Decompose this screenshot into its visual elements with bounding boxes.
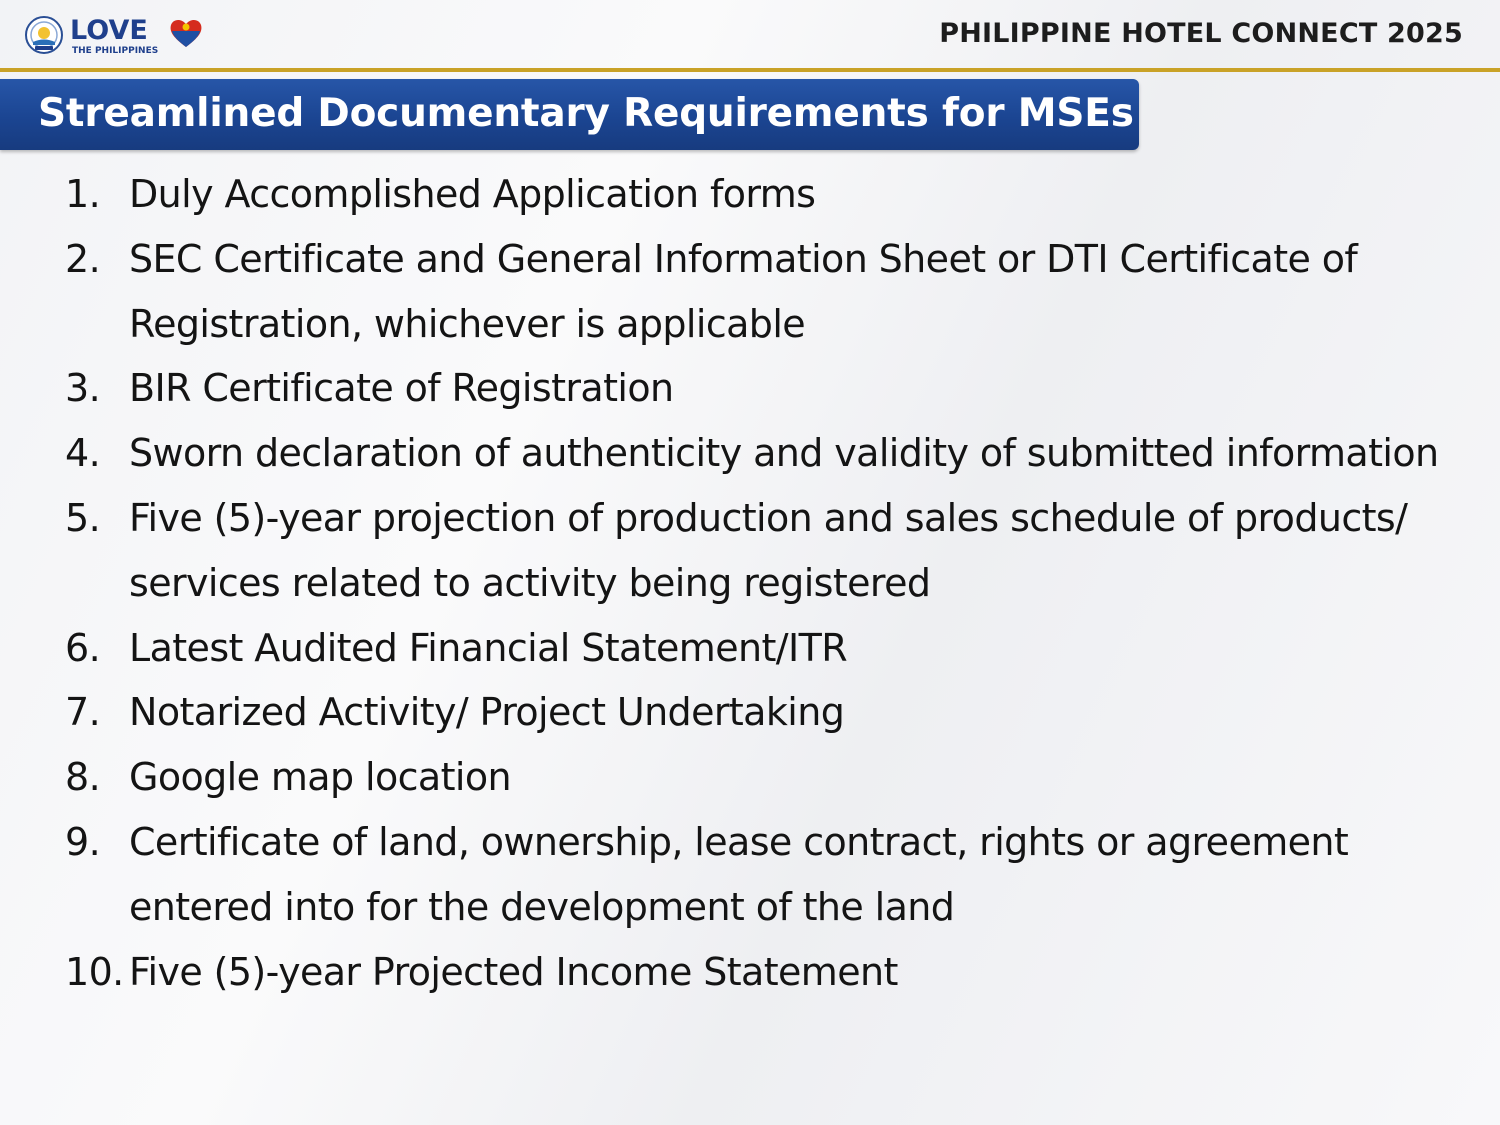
list-item-number: 9. bbox=[65, 819, 101, 864]
list-item-number: 2. bbox=[65, 236, 101, 281]
list-item-text: Duly Accomplished Application forms bbox=[129, 172, 816, 216]
list-item-text: BIR Certificate of Registration bbox=[129, 366, 674, 411]
list-item bbox=[65, 486, 1485, 616]
list-item bbox=[65, 940, 1485, 1005]
dot-logo bbox=[24, 13, 210, 59]
list-item-number: 7. bbox=[65, 690, 101, 735]
slide-title: Streamlined Documentary Requirements for MSEs bbox=[38, 91, 1134, 136]
list-item-text: Five (5)-year Projected Income Statement bbox=[129, 949, 898, 994]
list-item-number: 4. bbox=[65, 431, 101, 476]
logo-subtext: THE PHILIPPINES bbox=[72, 46, 159, 56]
event-title: PHILIPPINE HOTEL CONNECT 2025 bbox=[939, 18, 1463, 49]
list-item-number: 1. bbox=[65, 172, 101, 216]
list-item bbox=[65, 810, 1485, 940]
list-item bbox=[65, 616, 1485, 681]
list-item bbox=[65, 745, 1485, 810]
list-item-text: Notarized Activity/ Project Undertaking bbox=[129, 690, 845, 735]
requirements-list bbox=[65, 162, 1485, 1004]
list-item-text: SEC Certificate and General Information Sheet or DTI Certificate of Registration, whichever is applicable bbox=[129, 236, 1358, 346]
list-item-number: 6. bbox=[65, 625, 101, 670]
list-item-text: Latest Audited Financial Statement/ITR bbox=[129, 625, 848, 670]
list-item bbox=[65, 356, 1485, 421]
header-divider bbox=[0, 68, 1500, 72]
list-item-text: Sworn declaration of authenticity and validity of submitted information bbox=[129, 431, 1439, 476]
list-item-number: 3. bbox=[65, 366, 101, 411]
list-item bbox=[65, 162, 1485, 227]
dot-seal-icon bbox=[24, 15, 64, 55]
list-item bbox=[65, 680, 1485, 745]
title-banner bbox=[0, 79, 1139, 150]
list-item bbox=[65, 227, 1485, 357]
list-item-text: Google map location bbox=[129, 755, 511, 800]
list-item-number: 8. bbox=[65, 755, 101, 800]
list-item-text: Certificate of land, ownership, lease contract, rights or agreement entered into for the development of the land bbox=[129, 819, 1349, 929]
list-item-number: 10. bbox=[65, 949, 124, 994]
logo-love-text: LOVE bbox=[70, 15, 148, 46]
list-item bbox=[65, 421, 1485, 486]
list-item-number: 5. bbox=[65, 495, 101, 540]
heart-flag-icon bbox=[168, 16, 204, 50]
list-item-text: Five (5)-year projection of production and sales schedule of products/ services related to activity being registered bbox=[129, 495, 1408, 605]
